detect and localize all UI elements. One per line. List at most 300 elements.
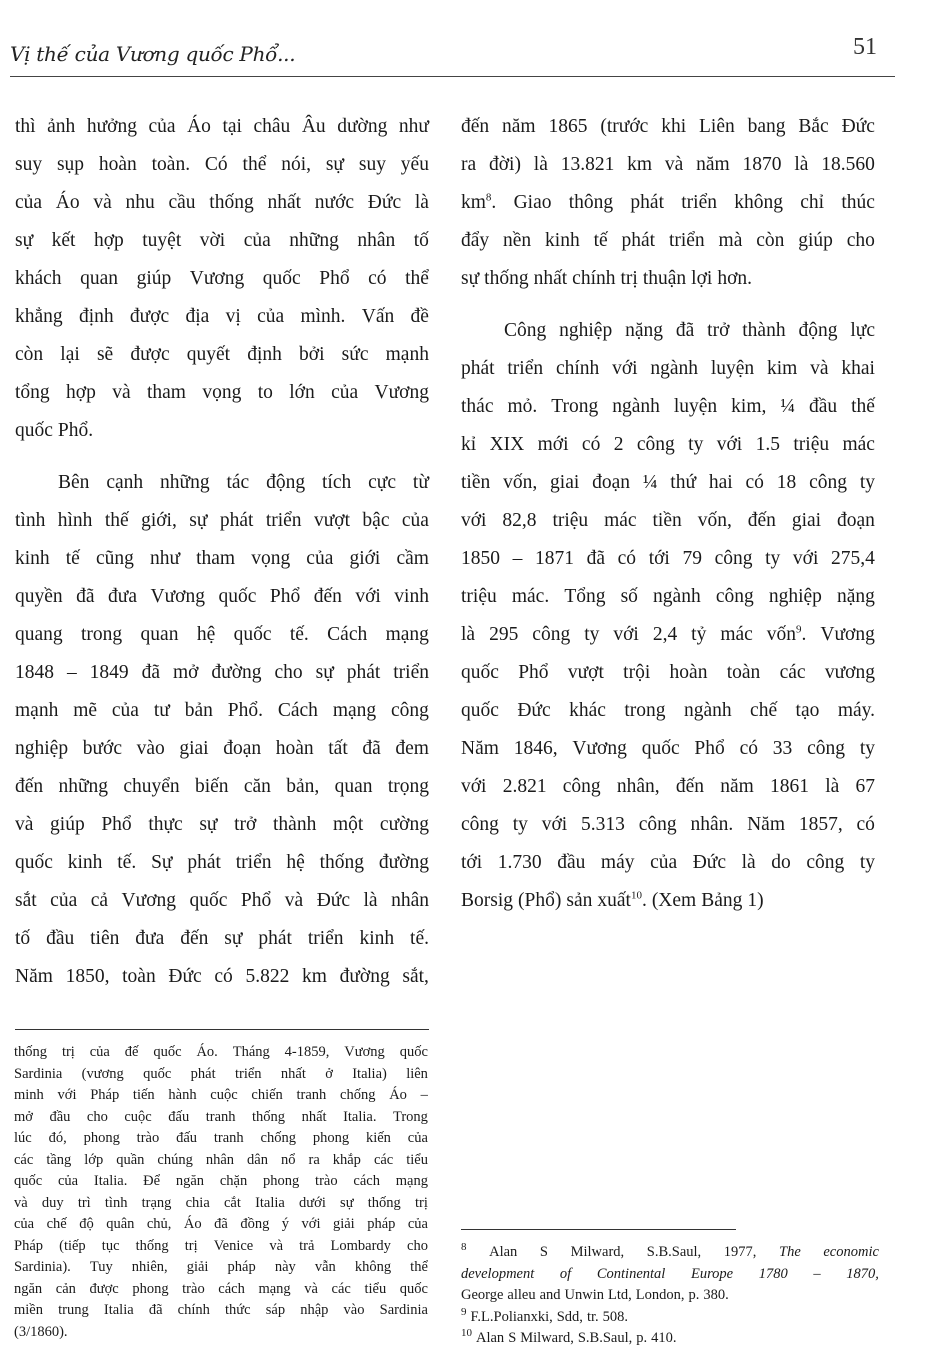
text-line <box>461 426 875 464</box>
word: có <box>368 268 387 289</box>
word: máy <box>600 852 635 873</box>
word: S.B.Saul, <box>577 1330 633 1346</box>
word: sản <box>566 890 593 911</box>
word: tiến <box>132 1087 155 1103</box>
word: động <box>266 472 306 493</box>
word: đoạn <box>592 472 631 493</box>
word: Tháng <box>232 1044 270 1060</box>
text-line <box>14 1300 428 1322</box>
word: của <box>650 852 678 873</box>
word: lực <box>850 320 875 341</box>
text-line <box>15 730 429 768</box>
word: ngành <box>653 586 701 607</box>
word: Italia <box>103 1302 134 1318</box>
word: có <box>856 814 875 835</box>
word: khách <box>15 268 62 289</box>
word: của <box>331 382 359 403</box>
word: duy <box>41 1194 64 1211</box>
word: S <box>508 1330 517 1346</box>
word: đời) <box>488 154 521 175</box>
word: bản, <box>286 776 320 797</box>
word: Vương <box>189 268 245 289</box>
word: sự <box>199 814 218 835</box>
text-line <box>461 146 875 184</box>
word: quần <box>116 1151 145 1168</box>
word: và <box>14 1194 28 1211</box>
word: giới <box>349 548 381 569</box>
word: triển <box>681 192 717 213</box>
word: 2 <box>613 434 624 455</box>
word: của <box>148 116 176 137</box>
word: liên <box>406 1065 428 1082</box>
word: tới <box>461 852 483 873</box>
word: chế <box>46 1216 67 1232</box>
word: Phổ <box>319 268 350 289</box>
word: Italia. <box>93 1173 128 1189</box>
word: thống <box>135 1237 169 1254</box>
text-line <box>461 222 875 260</box>
word: đưa <box>135 928 165 949</box>
word: Tổng <box>564 586 606 607</box>
word: triển <box>668 230 705 251</box>
word: vượt <box>567 662 604 683</box>
word: là <box>533 154 548 175</box>
word: đến <box>461 116 490 137</box>
footnote-rule-left <box>15 1029 429 1030</box>
text-line <box>15 920 429 958</box>
word: sự <box>224 928 243 949</box>
word: đã <box>148 1302 163 1318</box>
word: đường <box>211 662 262 683</box>
word: mạng <box>385 624 429 645</box>
word: đường <box>378 852 429 873</box>
word: vọng <box>251 548 291 569</box>
word: nổ <box>280 1151 296 1168</box>
word: 13.821 <box>560 154 615 175</box>
word: còn <box>756 230 785 251</box>
word: nghiệp <box>559 320 613 341</box>
word: dường <box>337 116 388 137</box>
word: Bắc <box>798 116 829 137</box>
word: 82,8 <box>502 510 537 531</box>
footnote-rule-right <box>461 1229 736 1230</box>
word: Italia. <box>343 1108 377 1125</box>
word: hình <box>57 510 93 531</box>
word: công <box>715 586 754 607</box>
word: ty <box>584 624 600 645</box>
word: cực <box>368 472 397 493</box>
word: với <box>461 776 487 797</box>
word: trị <box>61 1044 75 1060</box>
text-line <box>461 616 875 654</box>
word: Đức <box>841 116 875 137</box>
word: công <box>562 776 601 797</box>
word: trào <box>136 1130 160 1146</box>
word: and <box>539 1287 561 1303</box>
word: với <box>57 1087 77 1103</box>
word: đề <box>410 306 429 327</box>
word: triệu <box>793 434 830 455</box>
word: ngăn <box>14 1280 43 1297</box>
word: quyền <box>15 586 63 607</box>
word: hệ <box>286 852 305 873</box>
word: trị <box>414 1194 428 1211</box>
text-line <box>14 1171 428 1193</box>
word: quốc <box>15 420 53 441</box>
word: đã <box>76 586 95 607</box>
word: tư <box>153 700 170 721</box>
word: trạng <box>141 1194 172 1211</box>
word: – <box>420 1087 428 1103</box>
word: 18.560 <box>821 154 875 175</box>
word: quốc <box>15 852 53 873</box>
word: p. <box>688 1287 700 1303</box>
word: châu <box>253 116 291 137</box>
text-line <box>14 1128 428 1150</box>
word: các <box>779 662 806 683</box>
word: chính <box>177 1302 210 1318</box>
word: toàn. <box>151 154 191 175</box>
word: thực <box>148 814 183 835</box>
word: đấu <box>176 1130 198 1146</box>
word: thống <box>367 1194 401 1211</box>
word: trào <box>182 1280 205 1297</box>
word: nước <box>314 192 355 213</box>
word: cho <box>86 1108 108 1125</box>
word: ¼ <box>780 396 795 417</box>
word: Milward, <box>520 1330 574 1346</box>
word: số <box>620 586 638 607</box>
word: chủ, <box>146 1216 172 1232</box>
word: 1865 <box>548 116 588 137</box>
word: mà <box>718 230 743 251</box>
word: lớp <box>84 1151 104 1168</box>
word: giúp <box>50 814 85 835</box>
word: Vương <box>150 586 205 607</box>
word: 1870, <box>846 1265 879 1282</box>
word: mới <box>537 434 569 455</box>
word: kỉ <box>461 434 477 455</box>
word: là <box>363 890 378 911</box>
word: bản <box>184 700 213 721</box>
word: với <box>612 358 638 379</box>
word: Phổ <box>518 662 549 683</box>
text-line <box>461 260 875 298</box>
word: đến <box>15 776 44 797</box>
word: tình <box>15 510 46 531</box>
word: mạng <box>332 700 377 721</box>
text-line <box>15 298 429 336</box>
word: Trong <box>393 1108 428 1125</box>
word: Alan <box>489 1244 518 1260</box>
word: này <box>274 1259 296 1275</box>
word: Phổ <box>101 814 132 835</box>
word: khai <box>841 358 875 379</box>
word: cách <box>353 1173 380 1189</box>
word: cho <box>846 230 875 251</box>
word: với <box>355 586 381 607</box>
word: Đức <box>316 890 350 911</box>
word: năm <box>720 776 754 797</box>
word: Venice <box>213 1237 254 1254</box>
word: đến <box>180 928 209 949</box>
word: (3/1860). <box>14 1323 68 1340</box>
word: tới <box>648 548 670 569</box>
text-line <box>14 1107 428 1129</box>
text-line <box>14 1064 428 1086</box>
word: khẳng <box>15 306 63 327</box>
word: đấu <box>168 1108 190 1125</box>
word: luyện <box>673 396 718 417</box>
word: định <box>247 344 282 365</box>
word: quốc <box>189 890 228 911</box>
word: Vương <box>572 738 627 759</box>
word: phát <box>219 510 254 531</box>
word: trả <box>299 1237 315 1254</box>
word: vốn, <box>503 472 538 493</box>
word: sắt, <box>402 966 429 987</box>
word: cả <box>90 890 109 911</box>
word: đẩy <box>461 230 490 251</box>
word: thúc <box>841 192 875 213</box>
word: phát <box>461 358 495 379</box>
word: tầng <box>46 1151 72 1168</box>
word: vinh <box>394 586 429 607</box>
word: chống <box>260 1130 296 1146</box>
word: nặng <box>625 320 663 341</box>
word: quốc <box>461 700 499 721</box>
word: 1861 <box>770 776 809 797</box>
word: tham <box>146 382 186 403</box>
word: cách <box>218 1280 245 1297</box>
word: là <box>414 192 429 213</box>
word: tiên <box>90 928 120 949</box>
word: economic <box>823 1244 879 1260</box>
word: Đức <box>517 700 551 721</box>
word: của <box>243 230 271 251</box>
word: mở <box>172 662 199 683</box>
word: mạnh <box>385 344 429 365</box>
word: sự <box>461 268 480 289</box>
text-line <box>15 222 429 260</box>
word: tất <box>328 738 348 759</box>
word: kinh <box>545 230 580 251</box>
word: chống <box>340 1087 376 1103</box>
word: thống <box>484 268 529 289</box>
word: nền <box>503 230 532 251</box>
word: toàn <box>726 662 761 683</box>
word: Năm <box>747 814 785 835</box>
word: là <box>825 776 840 797</box>
text-line <box>15 654 429 692</box>
word: độ <box>79 1216 94 1232</box>
word: hợp <box>93 230 124 251</box>
word: ở <box>325 1065 333 1082</box>
word: tr. <box>586 1308 599 1325</box>
word: nghiệp <box>768 586 822 607</box>
word: quốc <box>218 586 257 607</box>
word: 2.821 <box>502 776 547 797</box>
word: Có <box>204 154 228 175</box>
word: phát <box>187 852 221 873</box>
word: triển <box>507 358 544 379</box>
word: phát <box>258 928 292 949</box>
word: với <box>792 548 819 569</box>
text-line <box>14 1193 428 1215</box>
word: của <box>50 890 78 911</box>
word: trào <box>315 1173 338 1189</box>
word: mạnh <box>15 700 59 721</box>
word: toàn <box>122 966 156 987</box>
word: ty <box>859 472 875 493</box>
word: vào <box>343 1302 365 1318</box>
word: công <box>461 814 499 835</box>
word: (tiếp <box>59 1237 86 1254</box>
word: thống <box>14 1044 48 1060</box>
word: trong <box>624 700 666 721</box>
word: (Xem <box>651 890 697 911</box>
word: của <box>15 192 43 213</box>
text-line <box>15 958 429 996</box>
word: ty <box>859 852 875 873</box>
word: tham <box>196 548 236 569</box>
word: Lombardy <box>330 1237 391 1254</box>
word: 4-1859, <box>284 1044 330 1060</box>
text-line <box>15 844 429 882</box>
text-line <box>461 464 875 502</box>
text-line <box>15 502 429 540</box>
text-line <box>15 806 429 844</box>
word: đến <box>313 586 342 607</box>
word: giai <box>550 472 580 493</box>
word: 1857, <box>798 814 843 835</box>
word: 508. <box>602 1308 628 1325</box>
word: Giao <box>513 192 552 213</box>
word: suy <box>15 154 43 175</box>
word: các <box>373 1151 394 1168</box>
word: tỷ <box>691 624 707 645</box>
word: nhất <box>267 192 302 213</box>
word: S <box>539 1244 548 1260</box>
word: có <box>581 434 601 455</box>
word: thể <box>405 268 429 289</box>
word: mạng <box>258 1280 291 1297</box>
text-line <box>461 844 875 882</box>
word: quốc <box>399 1044 428 1060</box>
word: cho <box>407 1237 428 1254</box>
word: nặng <box>837 586 875 607</box>
word: XIX <box>489 434 525 455</box>
word: với <box>461 510 487 531</box>
text-line <box>15 540 429 578</box>
word: Cách <box>277 700 318 721</box>
word: – <box>512 548 523 569</box>
paragraph-gap <box>15 450 429 464</box>
text-line <box>461 578 875 616</box>
word: hoàn <box>98 154 137 175</box>
word: quyết <box>186 344 231 365</box>
word: chặn <box>219 1173 248 1189</box>
word: đến <box>747 510 776 531</box>
word: Phổ <box>240 890 272 911</box>
text-line <box>461 768 875 806</box>
word: đó, <box>48 1130 67 1146</box>
word: khác <box>569 700 606 721</box>
word: tổng <box>15 382 50 403</box>
word: những <box>58 776 109 797</box>
word: mở <box>14 1108 33 1125</box>
word: giới, <box>141 510 177 531</box>
word: của <box>89 1044 110 1060</box>
word: quan <box>80 268 119 289</box>
word: được <box>130 344 170 365</box>
word: cạnh <box>106 472 144 493</box>
word: trong <box>81 624 123 645</box>
word: nhu <box>125 192 155 213</box>
word: ngành <box>612 396 660 417</box>
word: của <box>57 1173 79 1189</box>
word: là <box>461 624 476 645</box>
text-line <box>15 260 429 298</box>
text-line <box>15 768 429 806</box>
footnotes <box>461 1242 879 1350</box>
word: đồng <box>240 1216 270 1232</box>
word: of <box>559 1265 572 1282</box>
word: nhân, <box>616 776 660 797</box>
text-line <box>15 108 429 146</box>
word: Đức <box>367 192 402 213</box>
word: tiểu <box>406 1151 428 1168</box>
word: tiền <box>461 472 491 493</box>
word: đã <box>362 738 381 759</box>
word: sự <box>189 510 208 531</box>
word: tố <box>15 928 31 949</box>
word: trung <box>58 1302 89 1318</box>
word: suy <box>358 154 386 175</box>
word: công <box>806 852 845 873</box>
word: phát <box>630 192 664 213</box>
word: như <box>149 548 181 569</box>
word: mác <box>604 510 637 531</box>
word: của <box>407 1216 428 1232</box>
word: bởi <box>299 344 325 365</box>
word: 79 <box>682 548 702 569</box>
word: từ <box>412 472 429 493</box>
word: đầu <box>808 396 838 417</box>
word: tế. <box>289 624 309 645</box>
word: 1) <box>747 890 764 911</box>
word: thuận <box>642 268 687 289</box>
word: 67 <box>855 776 875 797</box>
word: và <box>810 358 829 379</box>
word: hành <box>168 1087 197 1103</box>
word: – <box>813 1265 821 1282</box>
word: có <box>745 472 764 493</box>
word: chúng <box>157 1151 193 1168</box>
word: quốc <box>153 1044 182 1060</box>
word: hoàn <box>275 738 314 759</box>
word: một <box>332 814 364 835</box>
word: quang <box>15 624 63 645</box>
word: thống <box>252 1108 286 1125</box>
word: cầu <box>168 192 196 213</box>
word: năm <box>502 116 536 137</box>
word: triển <box>307 928 344 949</box>
word: 1848 <box>15 662 54 683</box>
word: Áo <box>187 116 211 137</box>
word: nhập <box>300 1302 329 1318</box>
word: Áo <box>55 192 80 213</box>
